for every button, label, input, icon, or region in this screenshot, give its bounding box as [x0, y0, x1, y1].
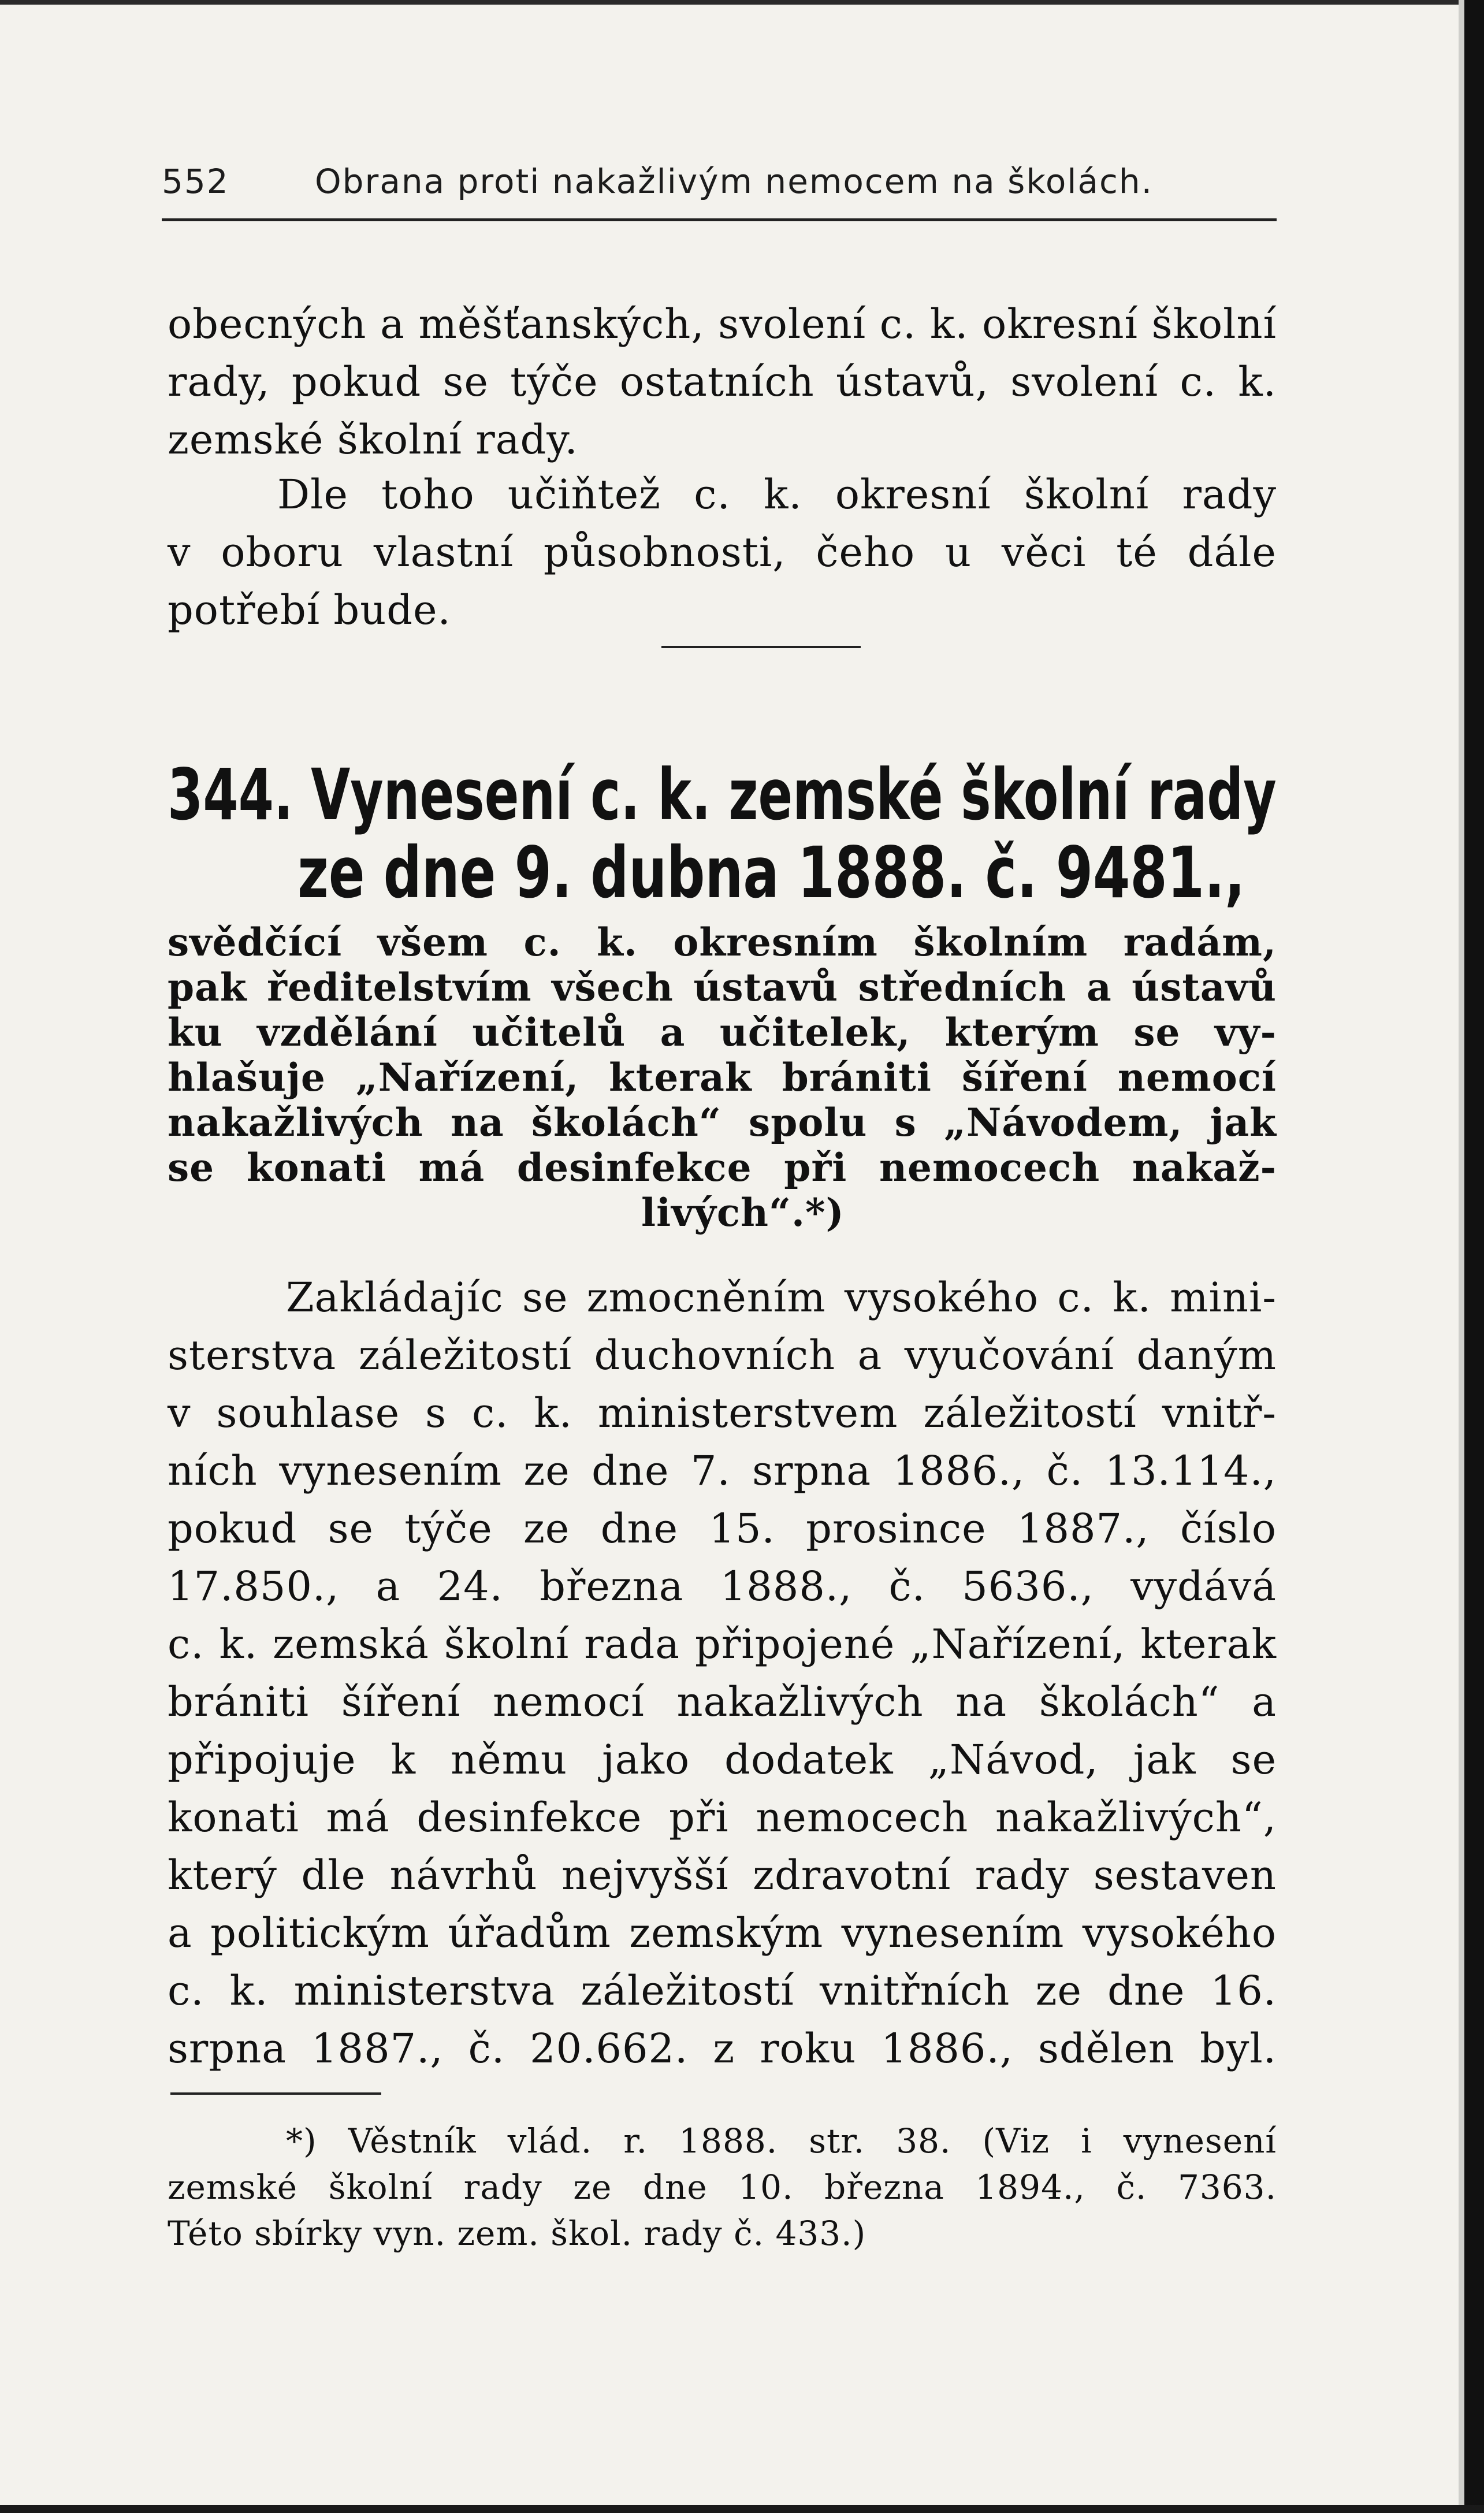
- summary-line: hlašuje „Nařízení, kterak brániti šíření nemocí: [168, 1055, 1277, 1100]
- section-separator: [661, 646, 861, 648]
- text-line: v oboru vlastní působnosti, čeho u věci té dále: [168, 529, 1277, 576]
- text-line: který dle návrhů nejvyšší zdravotní rady sestaven: [168, 1852, 1277, 1899]
- text-line: v souhlase s c. k. ministerstvem záležitostí vnitř-: [168, 1389, 1277, 1437]
- summary-line: ku vzdělání učitelů a učitelek, kterým se vy-: [168, 1010, 1277, 1055]
- summary-line: livých“.*): [641, 1190, 845, 1235]
- text-line: ních vynesením ze dne 7. srpna 1886., č. 13.114.,: [168, 1447, 1277, 1495]
- text-line: c. k. ministerstva záležitostí vnitřních ze dne 16.: [168, 1967, 1277, 2014]
- scan-edge-bottom: [0, 2505, 1484, 2513]
- text-line: a politickým úřadům zemským vynesením vysokého: [168, 1909, 1277, 1957]
- text-line: konati má desinfekce při nemocech nakažlivých“,: [168, 1794, 1277, 1841]
- scan-edge-right: [1464, 0, 1484, 2513]
- text-line: zemské školní rady.: [168, 416, 578, 463]
- text-line: c. k. zemská školní rada připojené „Nařízení, kterak: [168, 1620, 1277, 1668]
- running-head: [162, 157, 1277, 209]
- text-line: rady, pokud se týče ostatních ústavů, svolení c. k.: [168, 358, 1277, 406]
- text-line: potřebí bude.: [168, 586, 451, 634]
- text-line: 17.850., a 24. března 1888., č. 5636., vydává: [168, 1563, 1277, 1610]
- summary-line: nakažlivých na školách“ spolu s „Návodem, jak: [168, 1100, 1277, 1145]
- footnote-line: Této sbírky vyn. zem. škol. rady č. 433.): [168, 2214, 866, 2253]
- scan-edge-top: [0, 0, 1484, 5]
- summary-line: se konati má desinfekce při nemocech nakaž-: [168, 1145, 1277, 1190]
- running-head-title: Obrana proti nakažlivým nemocem na školách.: [315, 162, 1154, 201]
- page-number: 552: [162, 162, 229, 201]
- header-rule: [162, 218, 1277, 221]
- section-heading-line-1: 344. Vynesení c. k. zemské školní rady: [168, 754, 1277, 836]
- summary-line: pak ředitelstvím všech ústavů středních a ústavů: [168, 965, 1277, 1010]
- scan-edge-shadow: [1459, 0, 1464, 2513]
- text-line: připojuje k němu jako dodatek „Návod, jak se: [168, 1736, 1277, 1783]
- section-heading-line-2: ze dne 9. dubna 1888. č. 9481.,: [297, 832, 1245, 914]
- footnote-line: *) Věstník vlád. r. 1888. str. 38. (Viz i vynesení: [286, 2121, 1277, 2161]
- text-line: obecných a měšťanských, svolení c. k. okresní školní: [168, 300, 1277, 348]
- text-line: sterstva záležitostí duchovních a vyučování daným: [168, 1332, 1277, 1379]
- text-line: pokud se týče ze dne 15. prosince 1887., číslo: [168, 1505, 1277, 1552]
- text-line: brániti šíření nemocí nakažlivých na školách“ a: [168, 1678, 1277, 1726]
- text-line: srpna 1887., č. 20.662. z roku 1886., sdělen byl.: [168, 2025, 1277, 2072]
- summary-line: svědčící všem c. k. okresním školním radám,: [168, 920, 1277, 965]
- text-line: Dle toho učiňtež c. k. okresní školní rady: [277, 471, 1277, 518]
- footnote-separator: [170, 2092, 381, 2095]
- footnote-line: zemské školní rady ze dne 10. března 1894., č. 7363.: [168, 2168, 1277, 2207]
- text-line: Zakládajíc se zmocněním vysokého c. k. mini-: [286, 1274, 1277, 1321]
